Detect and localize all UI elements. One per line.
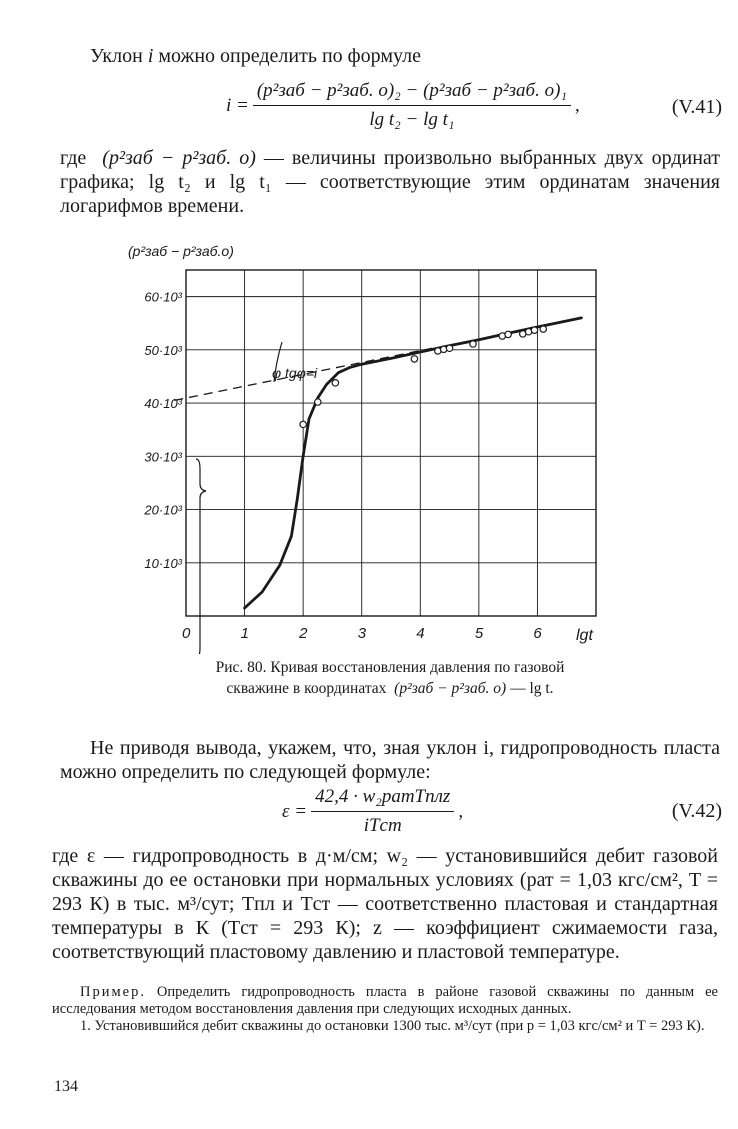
eq41-numerator: (p²заб − p²заб. о)₂ − (p²заб − p²заб. о)₁ <box>253 80 571 106</box>
data-point <box>531 327 537 333</box>
eq41-fraction <box>253 80 571 131</box>
x-tick-label: 0 <box>182 625 191 642</box>
equation-v41: i = $\frac{\text{(p²заб − p²заб. о)₂ − (p²заб − p²заб. о)₁}}{\text{lg t₂ − lg t₁}}$ , <box>226 80 580 130</box>
data-point <box>505 331 511 337</box>
eq42-denominator: iTст <box>363 815 402 836</box>
eq42-fraction <box>311 786 454 837</box>
eq42-number: (V.42) <box>671 800 722 822</box>
y-tick-label: 40·10³ <box>144 396 182 412</box>
y-tick-label: 60·10³ <box>144 289 182 305</box>
data-point <box>446 345 452 351</box>
data-point <box>300 421 306 427</box>
x-axis-label: lgt <box>576 627 593 644</box>
x-tick-label: 5 <box>474 625 484 642</box>
y-tick-label: 20·10³ <box>144 502 182 518</box>
eq41-number: (V.41) <box>671 96 722 118</box>
intro-line: Уклон i можно определить по формуле <box>90 45 421 67</box>
paragraph-variable-definitions: где ε — гидропроводность в д·м/см; w₂ — установившийся дебит газовой скважины до ее остановки при нормальных условиях (pат = 1,03 кгс/см², T = 293 К) в тыс. м³/сут; Tпл и Tст — соответственно пластовая и стандартная температуры в К (Tст = 293 К); z — коэффициент сжимаемости газа, соответствующий пластовому давлению и пластовой температуре. <box>52 845 718 963</box>
paragraph-intro-formula: Не приводя вывода, укажем, что, зная уклон i, гидропроводность пласта можно определить по следующей формуле: <box>60 737 720 783</box>
y-tick-label: 30·10³ <box>144 449 182 465</box>
eq42-numerator: 42,4 · w₂pатTплz <box>311 786 454 812</box>
page-number: 134 <box>54 1078 78 1095</box>
pressure-recovery-chart <box>110 234 630 654</box>
angle-annotation: φ tgφ=i <box>272 365 318 381</box>
brace-mark <box>196 459 206 654</box>
data-point <box>470 341 476 347</box>
example-intro: Пример. Определить гидропроводность пласта в районе газовой скважины по данным ее исследования методом восстановления давления при следующих исходных данных. <box>52 984 718 1017</box>
y-tick-label: 10·10³ <box>144 555 182 571</box>
eq41-lhs: i = <box>226 94 249 116</box>
y-tick-label: 50·10³ <box>144 342 182 358</box>
example-item-1: 1. Установившийся дебит скважины до остановки 1300 тыс. м³/сут (при p = 1,03 кгс/см² и T = 293 К). <box>80 1018 705 1034</box>
chart-grid <box>186 270 596 616</box>
figure-caption <box>60 657 720 699</box>
y-axis-label: (p²заб − p²заб.о) <box>128 243 234 259</box>
chart-marks <box>174 318 581 608</box>
example-block <box>52 984 718 1035</box>
x-tick-label: 4 <box>416 625 425 642</box>
eq41-denominator: lg t₂ − lg t₁ <box>369 109 455 130</box>
plot-frame <box>186 270 596 616</box>
caption-line-2: скважине в координатах (p²заб − p²заб. о) — lg t. <box>226 680 554 697</box>
equation-v42: ε = $\frac{\text{42,4 · w₂pатTплz}}{\text{iTст}}$ , <box>282 786 464 836</box>
x-tick-label: 3 <box>357 625 367 642</box>
data-point <box>411 356 417 362</box>
x-tick-label: 6 <box>533 625 542 642</box>
paragraph-definition: где (p²заб − p²заб. о) — величины произвольно выбранных двух ординат графика; lg t₂ и lg t₁ — соответствующие этим ординатам значения логарифмов времени. <box>60 147 721 217</box>
x-tick-label: 2 <box>299 625 308 642</box>
chart-tick-labels <box>143 290 542 642</box>
data-point <box>540 326 546 332</box>
data-point <box>332 380 338 386</box>
data-point <box>315 399 321 405</box>
caption-line-1: Рис. 80. Кривая восстановления давления по газовой <box>215 659 565 676</box>
x-tick-label: 1 <box>240 625 249 642</box>
